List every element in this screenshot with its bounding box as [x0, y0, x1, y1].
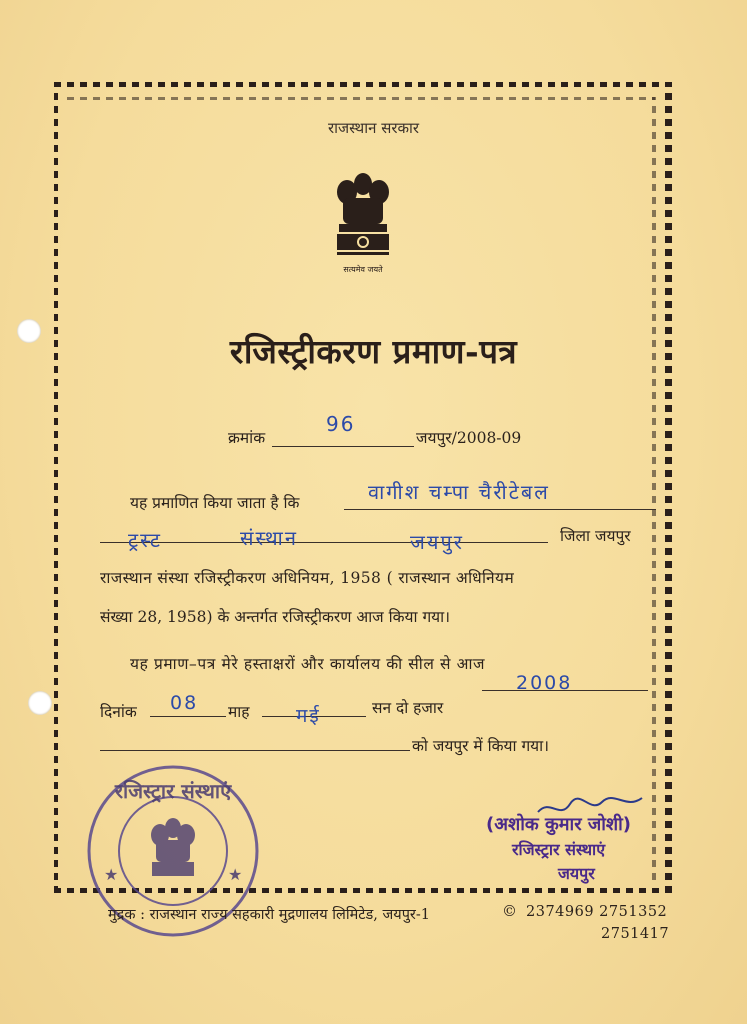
year-label: सन दो हजार: [372, 699, 444, 717]
phone-symbol-icon: ©: [502, 902, 517, 920]
serial-suffix: जयपुर/2008-09: [416, 429, 522, 447]
serial-underline: [272, 446, 414, 447]
org-name-part-trust: ट्रस्ट: [128, 528, 162, 552]
place-text: को जयपुर में किया गया।: [412, 737, 550, 755]
month-value: मई: [296, 705, 321, 727]
seal-left-text: रजिस्ट्रार संस्थाएं: [114, 779, 232, 803]
printer-text: मुद्रक : राजस्थान राज्य सहकारी मुद्रणालय लिमिटेड, जयपुर-1: [108, 907, 430, 923]
month-label: माह: [228, 703, 250, 721]
ashoka-emblem-icon: [325, 168, 401, 278]
svg-text:★: ★: [104, 865, 119, 884]
org-name-part-jaipur: जयपुर: [410, 530, 464, 554]
phone-numbers-line2: 2751417: [601, 926, 670, 942]
certify-text: यह प्रमाणित किया जाता है कि: [130, 494, 300, 512]
act-line-1: राजस्थान संस्था रजिस्ट्रीकरण अधिनियम, 1958 ( राजस्थान अधिनियम: [100, 569, 515, 587]
date-label: दिनांक: [100, 703, 137, 721]
phone-numbers-line1: 2374969 2751352: [526, 904, 668, 920]
year-value: 2008: [516, 672, 573, 694]
date-value: 08: [170, 692, 199, 714]
org-name-part-sansthan: संस्थान: [240, 526, 298, 550]
emblem-motto: सत्यमेव जयते: [343, 265, 383, 274]
district-text: जिला जयपुर: [560, 527, 631, 545]
signatory-name: (अशोक कुमार जोशी): [486, 814, 631, 835]
serial-value: 96: [326, 412, 356, 436]
svg-text:★: ★: [228, 865, 243, 884]
signatory-designation: रजिस्ट्रार संस्थाएं: [512, 840, 606, 859]
place-underline: [100, 750, 410, 751]
org-underline-1: [344, 509, 656, 510]
government-name: राजस्थान सरकार: [327, 119, 420, 137]
org-name-line1: वागीश चम्पा चैरीटेबल: [368, 480, 550, 504]
serial-label: क्रमांक: [228, 429, 266, 447]
signatory-place: जयपुर: [558, 864, 595, 883]
org-underline-2: [100, 542, 548, 543]
issue-line-1: यह प्रमाण–पत्र मेरे हस्ताक्षरों और कार्यालय की सील से आज: [130, 655, 486, 673]
certificate-title: रजिस्ट्रीकरण प्रमाण-पत्र: [229, 332, 518, 371]
act-line-2: संख्या 28, 1958) के अन्तर्गत रजिस्ट्रीकरण आज किया गया।: [100, 608, 451, 626]
date-underline: [150, 716, 226, 717]
